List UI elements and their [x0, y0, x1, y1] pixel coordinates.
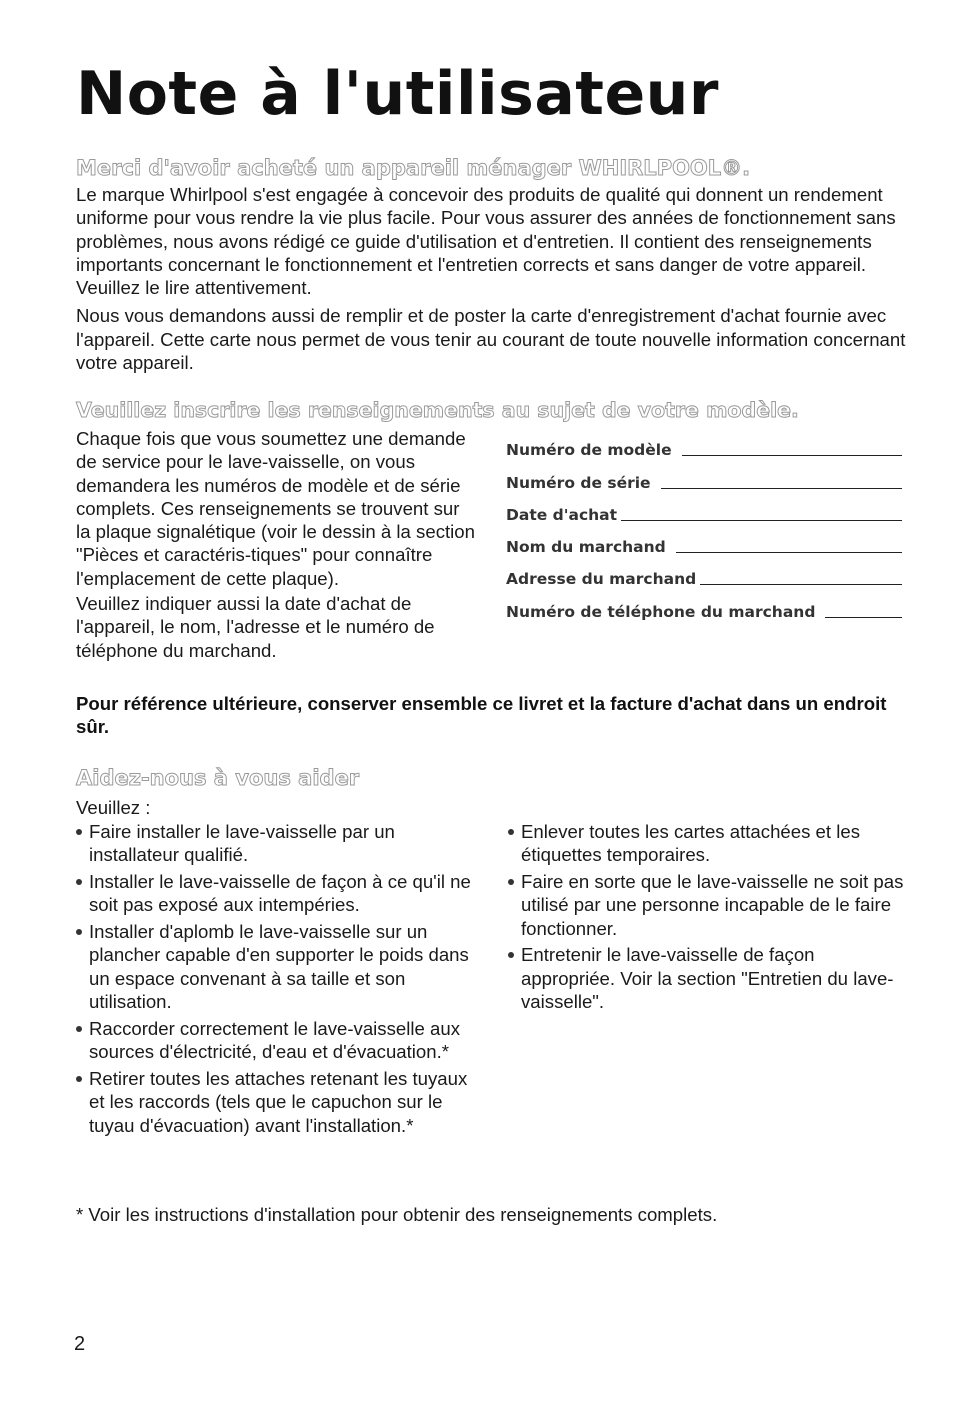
dealer-phone-label: Numéro de téléphone du marchand: [506, 602, 816, 621]
model-info-form: [506, 428, 902, 622]
form-row-dealer-phone: [506, 589, 902, 621]
dealer-name-field[interactable]: [676, 532, 902, 553]
bullet-icon: [76, 1026, 82, 1032]
list-item-text: Faire en sorte que le lave-vaisselle ne soit pas utilisé par une personne incapable de le faire fonctionner.: [521, 871, 904, 939]
bullet-icon: [76, 1076, 82, 1082]
help-list-right: [508, 820, 908, 1017]
bullet-icon: [508, 829, 514, 835]
list-item-text: Installer d'aplomb le lave-vaisselle sur un plancher capable d'en supporter le poids dans un espace convenant à sa taille et son utilisation.: [89, 921, 469, 1013]
list-item: [508, 820, 908, 867]
help-heading: Aidez-nous à vous aider: [76, 766, 360, 790]
dealer-name-label: Nom du marchand: [506, 538, 666, 557]
serial-number-label: Numéro de série: [506, 473, 651, 492]
form-row-dealer-name: [506, 525, 902, 557]
list-item-text: Retirer toutes les attaches retenant les tuyaux et les raccords (tels que le capuchon sur le tuyau d'évacuation) avant l'installation.*: [89, 1067, 468, 1136]
list-item-text: Enlever toutes les cartes attachées et les étiquettes temporaires.: [521, 821, 860, 866]
form-row-serial-number: [506, 460, 902, 492]
bullet-icon: [508, 952, 514, 958]
thanks-heading: Merci d'avoir acheté un appareil ménager WHIRLPOOL®.: [76, 156, 751, 180]
purchase-date-field[interactable]: [621, 500, 902, 521]
model-info-paragraph-1: Chaque fois que vous soumettez une demande de service pour le lave-vaisselle, on vous demandera les numéros de modèle et de série complets. Ces renseignements se trouvent sur la plaque signalétique (voir le dessin à la section "Pièces et caractéris-tiques" pour connaître l'emplacement de cette plaque).: [76, 428, 475, 589]
list-item: [508, 870, 908, 940]
help-list-left: [76, 820, 476, 1140]
form-row-dealer-address: [506, 557, 902, 589]
intro-paragraph-2: Nous vous demandons aussi de remplir et de poster la carte d'enregistrement d'achat fournie avec l'appareil. Cette carte nous permet de vous tenir au courant de toute nouvelle information concernant votre appareil.: [76, 305, 906, 374]
bullet-icon: [76, 879, 82, 885]
list-item: [76, 920, 476, 1013]
list-item: [76, 1067, 476, 1137]
model-number-label: Numéro de modèle: [506, 441, 672, 460]
dealer-address-field[interactable]: [700, 564, 902, 585]
bullet-icon: [76, 829, 82, 835]
form-row-model-number: [506, 428, 902, 460]
list-item: [76, 820, 476, 867]
footnote: * Voir les instructions d'installation pour obtenir des renseignements complets.: [76, 1204, 718, 1225]
form-row-purchase-date: [506, 493, 902, 525]
list-item-text: Faire installer le lave-vaisselle par un installateur qualifié.: [89, 821, 395, 866]
list-item-text: Installer le lave-vaisselle de façon à ce qu'il ne soit pas exposé aux intempéries.: [89, 871, 471, 916]
list-item-text: Entretenir le lave-vaisselle de façon appropriée. Voir la section "Entretien du lave-vaisselle".: [521, 944, 894, 1013]
model-number-field[interactable]: [682, 435, 902, 456]
list-item: [508, 943, 908, 1013]
intro-section: [76, 183, 906, 379]
reference-note: Pour référence ultérieure, conserver ensemble ce livret et la facture d'achat dans un endroit sûr.: [76, 693, 887, 738]
intro-paragraph-1: Le marque Whirlpool s'est engagée à concevoir des produits de qualité qui donnent un rendement uniforme pour vous rendre la vie plus facile. Pour vous assurer des années de fonctionnement sans problèmes, nous avons rédigé ce guide d'utilisation et d'entretien. Il contient des renseignements importants concernant le fonctionnement et l'entretien corrects et sans danger de votre appareil. Veuillez le lire attentivement.: [76, 184, 896, 299]
bullet-icon: [76, 929, 82, 935]
model-info-paragraph-2: Veuillez indiquer aussi la date d'achat de l'appareil, le nom, l'adresse et le numéro de téléphone du marchand.: [76, 593, 435, 661]
list-item-text: Raccorder correctement le lave-vaisselle aux sources d'électricité, d'eau et d'évacuation.*: [89, 1017, 460, 1063]
bullet-icon: [508, 879, 514, 885]
purchase-date-label: Date d'achat: [506, 505, 618, 524]
model-info-text: [76, 427, 476, 664]
page-title: Note à l'utilisateur: [76, 59, 719, 129]
list-item: [76, 870, 476, 917]
please-label: Veuillez :: [76, 797, 151, 818]
serial-number-field[interactable]: [661, 468, 902, 489]
dealer-phone-field[interactable]: [825, 597, 902, 618]
list-item: [76, 1017, 476, 1064]
model-info-heading: Veuillez inscrire les renseignements au sujet de votre modèle.: [76, 398, 799, 422]
page-number: 2: [74, 1333, 86, 1355]
dealer-address-label: Adresse du marchand: [506, 570, 697, 589]
